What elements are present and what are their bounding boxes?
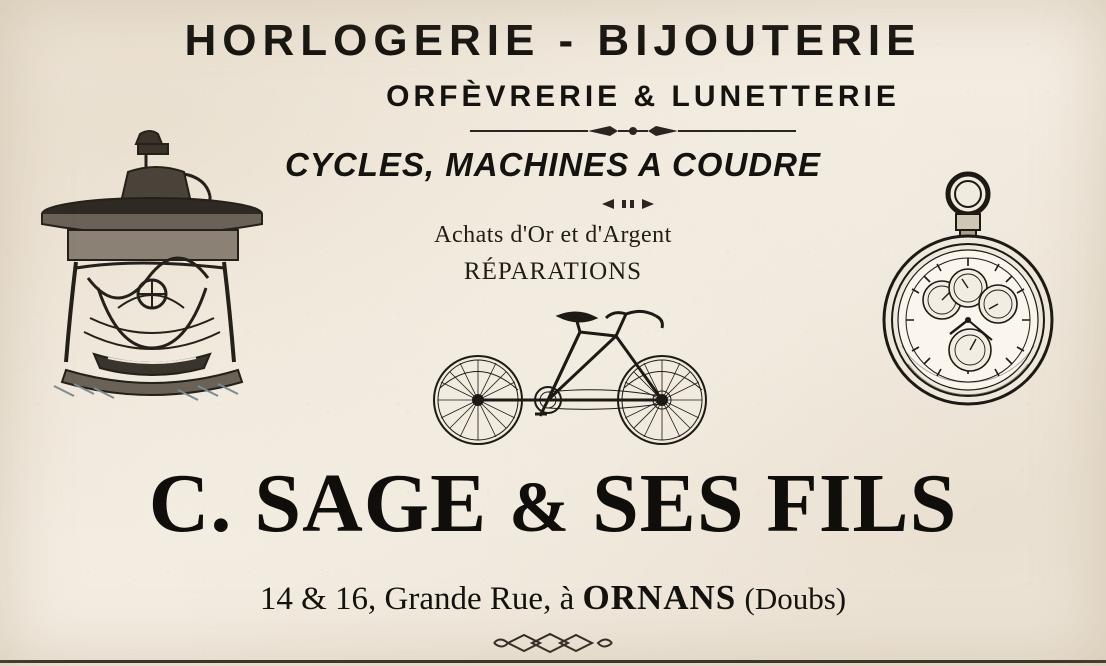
company-name [0, 455, 1106, 552]
heading-line-horlogerie-bijouterie: HORLOGERIE - BIJOUTERIE [184, 16, 922, 65]
company-name-ampersand: & [509, 467, 571, 547]
address-street: 14 & 16, Grande Rue, à [259, 581, 575, 617]
address-line [0, 578, 1106, 618]
sewing-machine-illustration [28, 118, 278, 413]
address-city: ORNANS [582, 578, 737, 617]
company-name-part1: C. SAGE [148, 457, 488, 550]
bicycle-illustration [430, 296, 720, 451]
pocket-watch-illustration [880, 168, 1060, 433]
ornament-small-icon [598, 198, 658, 210]
divider-ornament-bottom [0, 630, 1106, 656]
heading-line-reparations: RÉPARATIONS [463, 258, 643, 285]
ornament-diamond-chain-icon [488, 630, 618, 656]
heading-line-orfevrerie-lunetterie: ORFÈVRERIE & LUNETTERIE [386, 80, 900, 113]
company-name-part2: SES FILS [592, 457, 958, 550]
ornament-flourish-icon [468, 124, 798, 138]
heading-line-cycles-machines: CYCLES, MACHINES A COUDRE [285, 146, 821, 183]
address-department: (Doubs) [744, 581, 847, 616]
bottom-rule [0, 660, 1106, 663]
heading-line-achats-or-argent: Achats d'Or et d'Argent [434, 222, 672, 248]
